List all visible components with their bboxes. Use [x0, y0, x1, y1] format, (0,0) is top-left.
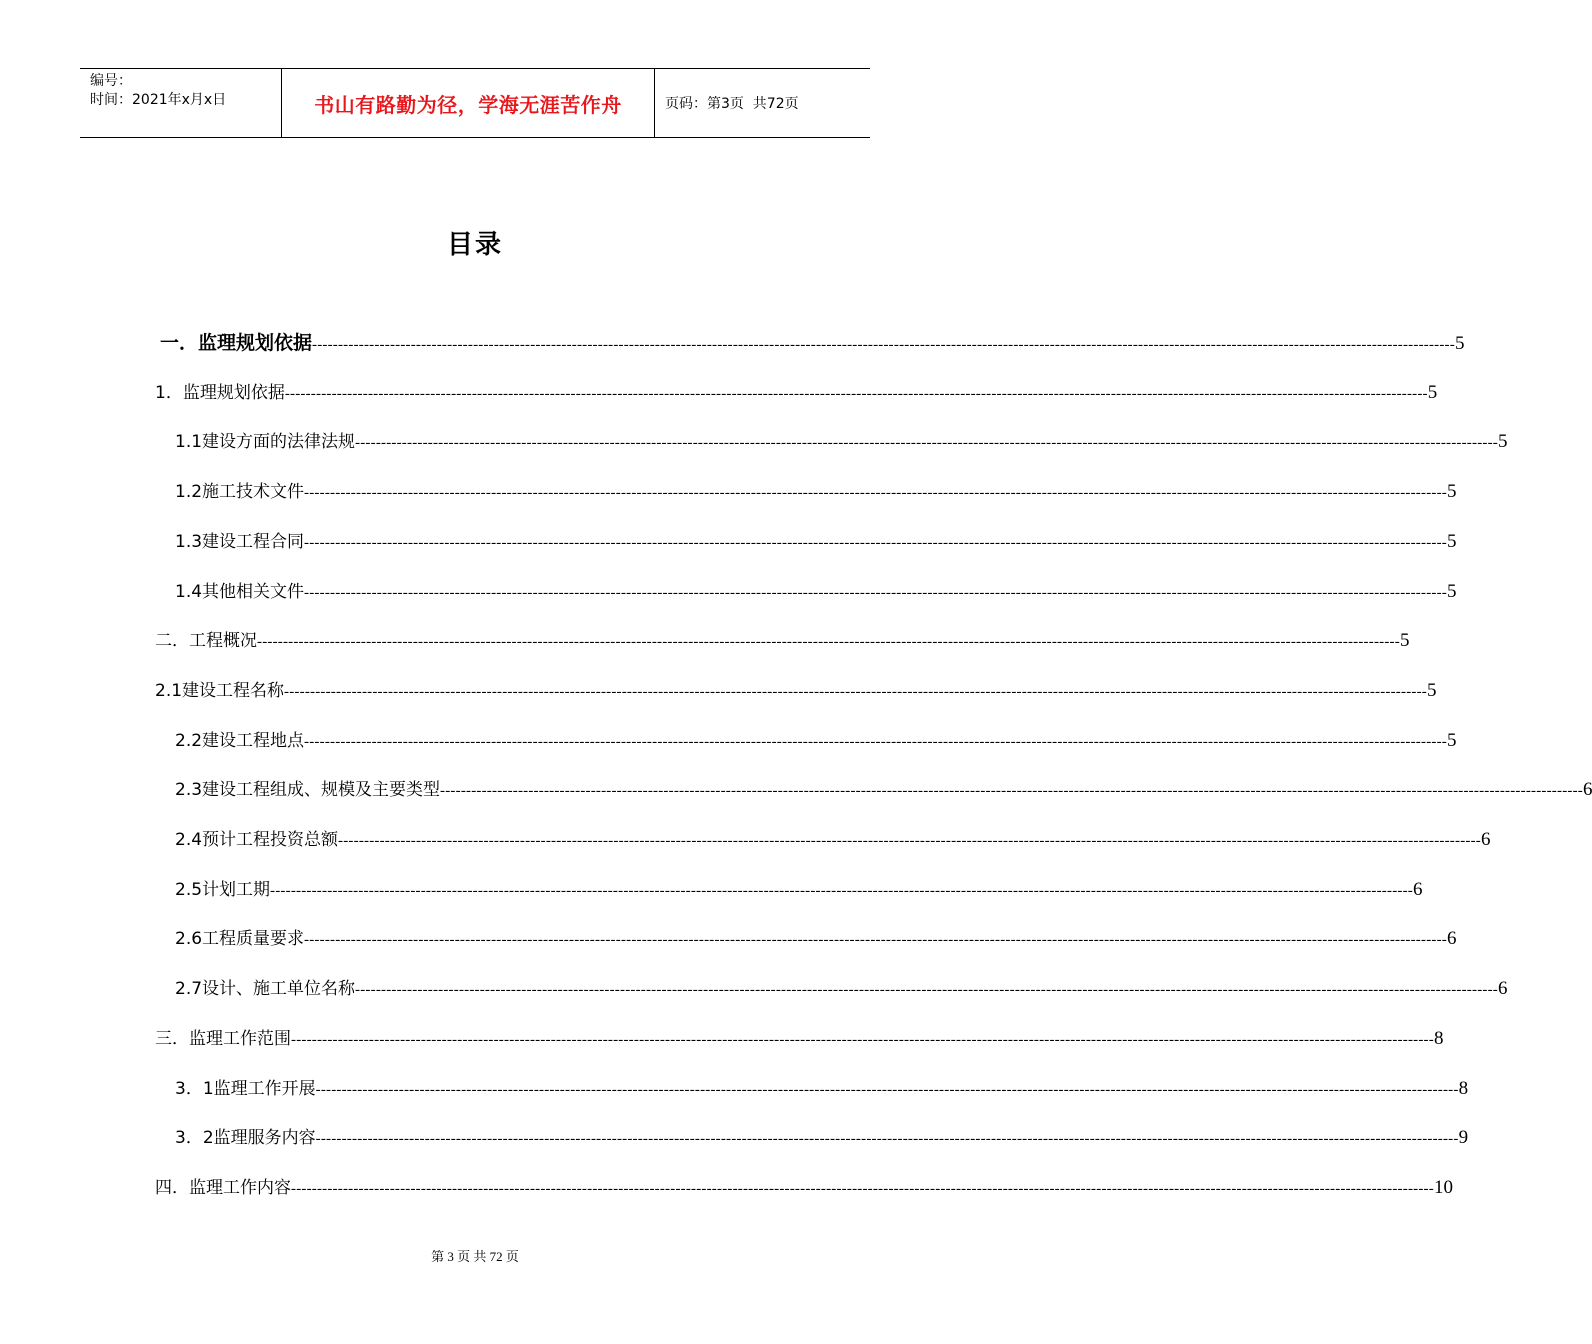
page-footer: [0, 1246, 950, 1265]
toc-entry-page: 8: [1433, 1027, 1444, 1049]
toc-entry-label: 3．2监理服务内容: [175, 1128, 316, 1149]
toc-entry-page: 6: [1582, 779, 1592, 801]
toc-entry-label: 1.2施工技术文件: [175, 482, 305, 503]
toc-entry-page: 5: [1426, 679, 1437, 701]
toc-entry[interactable]: [175, 578, 1457, 606]
toc-entry-label: 二．工程概况: [155, 631, 257, 652]
toc-entry-label: 2.5计划工期: [175, 879, 271, 900]
toc-entry-label: 1.1建设方面的法律法规: [175, 432, 356, 453]
toc-dot-leader: ----------------------------------------------------------------------------------------------------------------------------------------------------------------------------------------------------------------------------: [304, 534, 1447, 551]
toc-entry[interactable]: [155, 379, 1438, 407]
toc-dot-leader: ----------------------------------------------------------------------------------------------------------------------------------------------------------------------------------------------------------------------------: [284, 683, 1427, 700]
toc-entry-page: 5: [1446, 729, 1457, 751]
toc-dot-leader: ----------------------------------------------------------------------------------------------------------------------------------------------------------------------------------------------------------------------------: [270, 882, 1413, 899]
toc-entry-label: 四．监理工作内容: [155, 1177, 291, 1198]
toc-entry-label: 2.1建设工程名称: [155, 680, 285, 701]
toc-dot-leader: ----------------------------------------------------------------------------------------------------------------------------------------------------------------------------------------------------------------------------: [312, 337, 1455, 353]
page-title: 目录: [446, 230, 503, 260]
toc-entry-page: 10: [1433, 1176, 1453, 1198]
toc-entry-page: 5: [1446, 580, 1457, 602]
toc-entry-page: 5: [1427, 381, 1438, 403]
toc-entry-label: 1.3建设工程合同: [175, 531, 305, 552]
toc-entry-label: 3．1监理工作开展: [175, 1078, 316, 1099]
toc-dot-leader: ----------------------------------------------------------------------------------------------------------------------------------------------------------------------------------------------------------------------------: [304, 584, 1447, 601]
toc-dot-leader: ----------------------------------------------------------------------------------------------------------------------------------------------------------------------------------------------------------------------------: [304, 932, 1447, 949]
toc-dot-leader: ----------------------------------------------------------------------------------------------------------------------------------------------------------------------------------------------------------------------------: [304, 733, 1447, 750]
toc-entry-page: 6: [1412, 878, 1423, 900]
toc-entry-page: 5: [1454, 333, 1465, 354]
toc-entry[interactable]: [155, 1174, 1453, 1202]
toc-entry-label: 2.6工程质量要求: [175, 929, 305, 950]
toc-entry[interactable]: [155, 1025, 1444, 1053]
toc-entry-label: 2.4预计工程投资总额: [175, 830, 339, 850]
toc-entry[interactable]: [155, 627, 1410, 655]
toc-entry-label: 三．监理工作范围: [155, 1028, 291, 1049]
toc-dot-leader: ----------------------------------------------------------------------------------------------------------------------------------------------------------------------------------------------------------------------------: [257, 634, 1400, 651]
toc-dot-leader: ----------------------------------------------------------------------------------------------------------------------------------------------------------------------------------------------------------------------------: [304, 485, 1447, 502]
toc-entry[interactable]: [155, 677, 1437, 705]
toc-entry-label: 2.3建设工程组成、规模及主要类型: [175, 780, 441, 801]
toc-entry[interactable]: [175, 428, 1508, 456]
document-time-label: 时间：2021年x月x日: [90, 92, 227, 108]
toc-entry[interactable]: [175, 925, 1457, 953]
header-motto: 书山有路勤为径，学海无涯苦作舟: [282, 69, 655, 137]
header-page-info-text: 页码：第3页 共72页: [665, 96, 799, 112]
document-number-label: 编号：: [90, 73, 132, 89]
toc-entry[interactable]: [175, 727, 1457, 755]
toc-entry[interactable]: [175, 528, 1457, 556]
toc-entry[interactable]: [175, 826, 1491, 854]
toc-entry[interactable]: [175, 478, 1457, 506]
toc-entry-page: 6: [1480, 829, 1491, 850]
toc-dot-leader: ----------------------------------------------------------------------------------------------------------------------------------------------------------------------------------------------------------------------------: [440, 783, 1583, 800]
toc-dot-leader: ----------------------------------------------------------------------------------------------------------------------------------------------------------------------------------------------------------------------------: [315, 1131, 1459, 1148]
toc-dot-leader: ----------------------------------------------------------------------------------------------------------------------------------------------------------------------------------------------------------------------------: [315, 1081, 1459, 1098]
toc-entry-page: 5: [1446, 530, 1457, 552]
toc-entry-label: 1．监理规划依据: [155, 382, 285, 403]
toc-entry[interactable]: [175, 776, 1592, 804]
toc-entry-page: 9: [1458, 1127, 1469, 1149]
toc-dot-leader: ----------------------------------------------------------------------------------------------------------------------------------------------------------------------------------------------------------------------------: [291, 1180, 1434, 1197]
toc-entry-page: 5: [1399, 630, 1410, 652]
toc-entry-page: 6: [1497, 978, 1508, 1000]
toc-entry-label: 一．监理规划依据: [160, 332, 313, 354]
toc-entry[interactable]: [175, 1124, 1469, 1152]
toc-entry-page: 6: [1446, 928, 1457, 950]
toc-entry[interactable]: [175, 1075, 1469, 1103]
footer-page-number: 第 3 页 共 72 页: [431, 1249, 519, 1264]
toc-dot-leader: ----------------------------------------------------------------------------------------------------------------------------------------------------------------------------------------------------------------------------: [355, 435, 1498, 452]
toc-entry[interactable]: [160, 329, 1465, 357]
toc-entry-page: 5: [1446, 481, 1457, 503]
toc-dot-leader: ----------------------------------------------------------------------------------------------------------------------------------------------------------------------------------------------------------------------------: [338, 833, 1481, 849]
toc-dot-leader: ----------------------------------------------------------------------------------------------------------------------------------------------------------------------------------------------------------------------------: [284, 385, 1428, 402]
toc-entry-page: 5: [1497, 431, 1508, 453]
toc-entry[interactable]: [175, 975, 1508, 1003]
toc-entry-page: 8: [1458, 1077, 1469, 1099]
toc-dot-leader: ----------------------------------------------------------------------------------------------------------------------------------------------------------------------------------------------------------------------------: [355, 982, 1498, 999]
toc-entry-label: 2.7设计、施工单位名称: [175, 979, 356, 1000]
toc-dot-leader: ----------------------------------------------------------------------------------------------------------------------------------------------------------------------------------------------------------------------------: [291, 1031, 1434, 1048]
toc-entry-label: 2.2建设工程地点: [175, 730, 305, 751]
toc-entry-label: 1.4其他相关文件: [175, 581, 305, 602]
toc-entry[interactable]: [175, 876, 1423, 904]
